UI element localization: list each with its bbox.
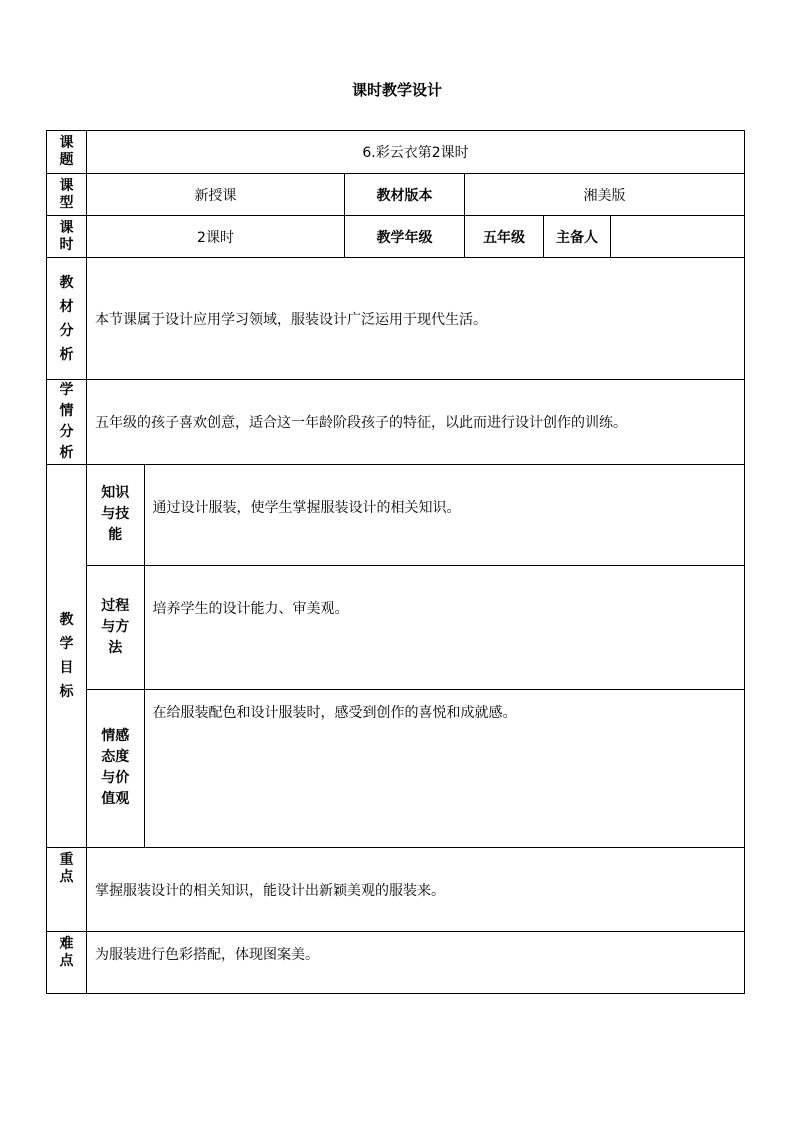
objective-emotion-label-text: 情感态度与价值观 — [101, 728, 130, 808]
student-analysis-label — [47, 380, 87, 465]
objective-process-label-text: 过程与方法 — [101, 597, 130, 656]
type-row — [47, 174, 745, 216]
objective-emotion-row — [87, 689, 744, 847]
topic-label-text: 课题 — [59, 135, 74, 168]
objective-process-value: 培养学生的设计能力、审美观。 — [144, 565, 744, 689]
grade-value: 五年级 — [465, 216, 544, 258]
preparer-value — [611, 216, 745, 258]
material-analysis-label-text: 教材分析 — [59, 274, 74, 363]
objective-emotion-label — [87, 689, 144, 847]
objectives-label — [47, 465, 87, 848]
objective-knowledge-label-text: 知识与技能 — [101, 485, 130, 544]
edition-value: 湘美版 — [465, 174, 745, 216]
period-label — [47, 216, 87, 258]
topic-label — [47, 131, 87, 174]
period-value: 2课时 — [87, 216, 345, 258]
key-point-row — [47, 848, 745, 932]
key-point-value: 掌握服装设计的相关知识，能设计出新颖美观的服装来。 — [87, 848, 745, 932]
student-analysis-row — [47, 380, 745, 465]
objective-knowledge-row — [87, 465, 744, 565]
type-label-text: 课型 — [59, 177, 74, 211]
material-analysis-label — [47, 258, 87, 380]
key-point-label — [47, 848, 87, 932]
objective-emotion-value: 在给服装配色和设计服装时，感受到创作的喜悦和成就感。 — [144, 689, 744, 847]
type-value: 新授课 — [87, 174, 345, 216]
difficulty-label — [47, 932, 87, 994]
key-point-label-text: 重点 — [59, 852, 74, 885]
material-analysis-row — [47, 258, 745, 380]
period-row — [47, 216, 745, 258]
edition-label: 教材版本 — [345, 174, 465, 216]
objective-knowledge-value: 通过设计服装，使学生掌握服装设计的相关知识。 — [152, 500, 461, 516]
type-label — [47, 174, 87, 216]
difficulty-row — [47, 932, 745, 994]
topic-row — [47, 131, 745, 174]
objectives-cell — [87, 465, 745, 848]
difficulty-value: 为服装进行色彩搭配，体现图案美。 — [87, 932, 745, 994]
period-label-text: 课时 — [59, 219, 74, 253]
objectives-label-text: 教学目标 — [59, 612, 74, 700]
objective-process-row — [87, 565, 744, 689]
material-analysis-value: 本节课属于设计应用学习领域，服装设计广泛运用于现代生活。 — [87, 258, 745, 380]
grade-label: 教学年级 — [345, 216, 465, 258]
preparer-label: 主备人 — [544, 216, 611, 258]
student-analysis-label-text: 学情分析 — [59, 382, 74, 461]
difficulty-label-text: 难点 — [59, 936, 74, 969]
objective-process-label — [87, 565, 144, 689]
lesson-plan-table — [46, 130, 745, 994]
objectives-row — [47, 465, 745, 848]
student-analysis-value: 五年级的孩子喜欢创意，适合这一年龄阶段孩子的特征，以此而进行设计创作的训练。 — [87, 380, 745, 465]
page-title: 课时教学设计 — [351, 81, 442, 99]
objective-knowledge-label — [87, 465, 144, 565]
objectives-subtable — [87, 465, 744, 847]
topic-value: 6.彩云衣第2课时 — [87, 131, 745, 174]
